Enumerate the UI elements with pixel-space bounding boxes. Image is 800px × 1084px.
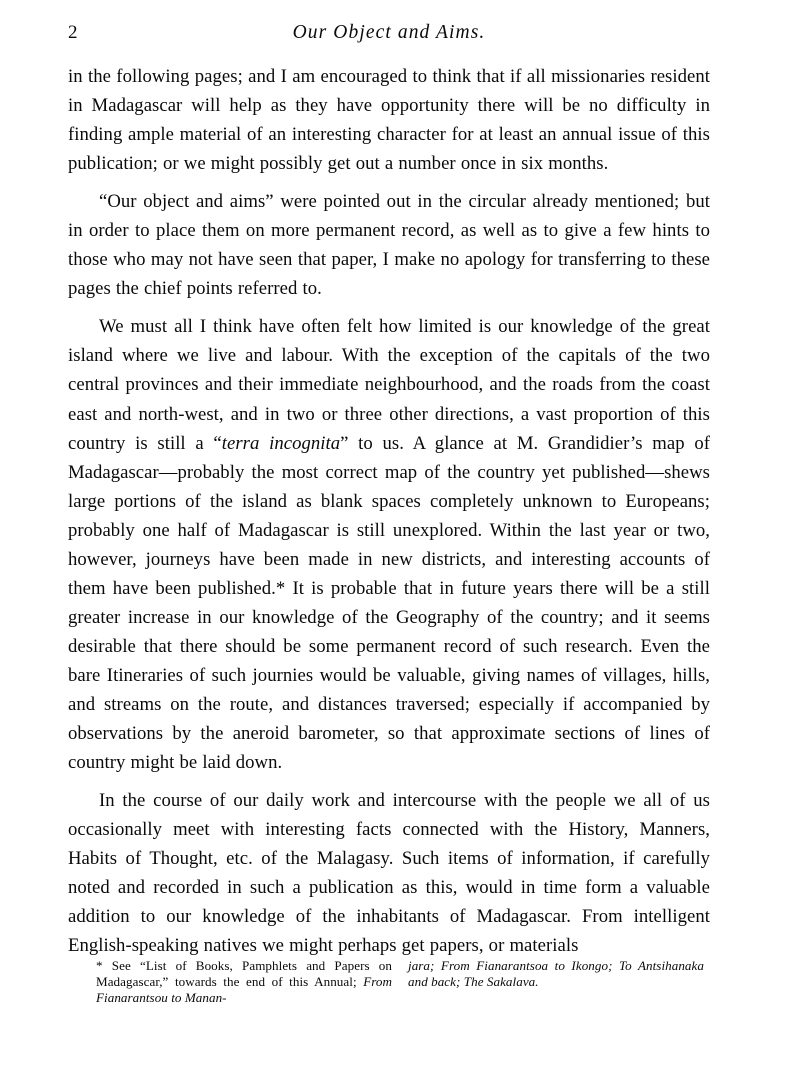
page-number: 2	[68, 22, 78, 43]
running-head-title: Our Object and Aims.	[292, 22, 486, 43]
footnote-column-right: jara; From Fianarantsoa to Ikongo; To Antsihanaka and back; The Sakalava.	[408, 958, 704, 990]
body-text-block	[68, 62, 710, 960]
paragraph: in the following pages; and I am encouraged to think that if all missionaries resident in Madagascar will help as they have opportunity there will be no difficulty in finding ample material of an interesting character for at least an annual issue of this publication; or we might possibly get out a number once in six months.	[68, 66, 710, 175]
paragraph: We must all I think have often felt how limited is our knowledge of the great island where we live and labour. With the exception of the capitals of the two central provinces and their immediate neighbourhood, and the roads from the coast east and north-west, and in two or three other directions, a vast proportion of this country is still a “terra incognita” to us. A glance at M. Grandidier’s map of Madagascar—probably the most correct map of the country yet published—shews large portions of the island as blank spaces completely unknown to Europeans; probably one half of Madagascar is still unexplored. Within the last year or two, however, journeys have been made in new districts, and interesting accounts of them have been published.* It is probable that in future years there will be a still greater increase in our knowledge of the Geography of the country; and it seems desirable that there should be some permanent record of such research. Even the bare Itineraries of such journies would be valuable, giving names of villages, hills, and streams on the route, and distances traversed; especially if accompanied by observations by the aneroid barometer, so that approximate sections of lines of country might be laid down.	[68, 316, 710, 774]
running-head	[68, 20, 710, 46]
footnote-column-left: * See “List of Books, Pamphlets and Papers on Madagascar,” towards the end of this Annual; From Fianarantsou to Manan-	[96, 958, 392, 1006]
footnote	[96, 958, 710, 1006]
paragraph: In the course of our daily work and intercourse with the people we all of us occasionally meet with interesting facts connected with the History, Manners, Habits of Thought, etc. of the Malagasy. Such items of information, if carefully noted and recorded in such a publication as this, would in time form a valuable addition to our knowledge of the inhabitants of Madagascar. From intelligent English-speaking natives we might perhaps get papers, or materials	[68, 790, 710, 957]
paragraph: “Our object and aims” were pointed out in the circular already mentioned; but in order to place them on more permanent record, as well as to give a few hints to those who may not have seen that paper, I make no apology for transferring to these pages the chief points referred to.	[68, 191, 710, 300]
